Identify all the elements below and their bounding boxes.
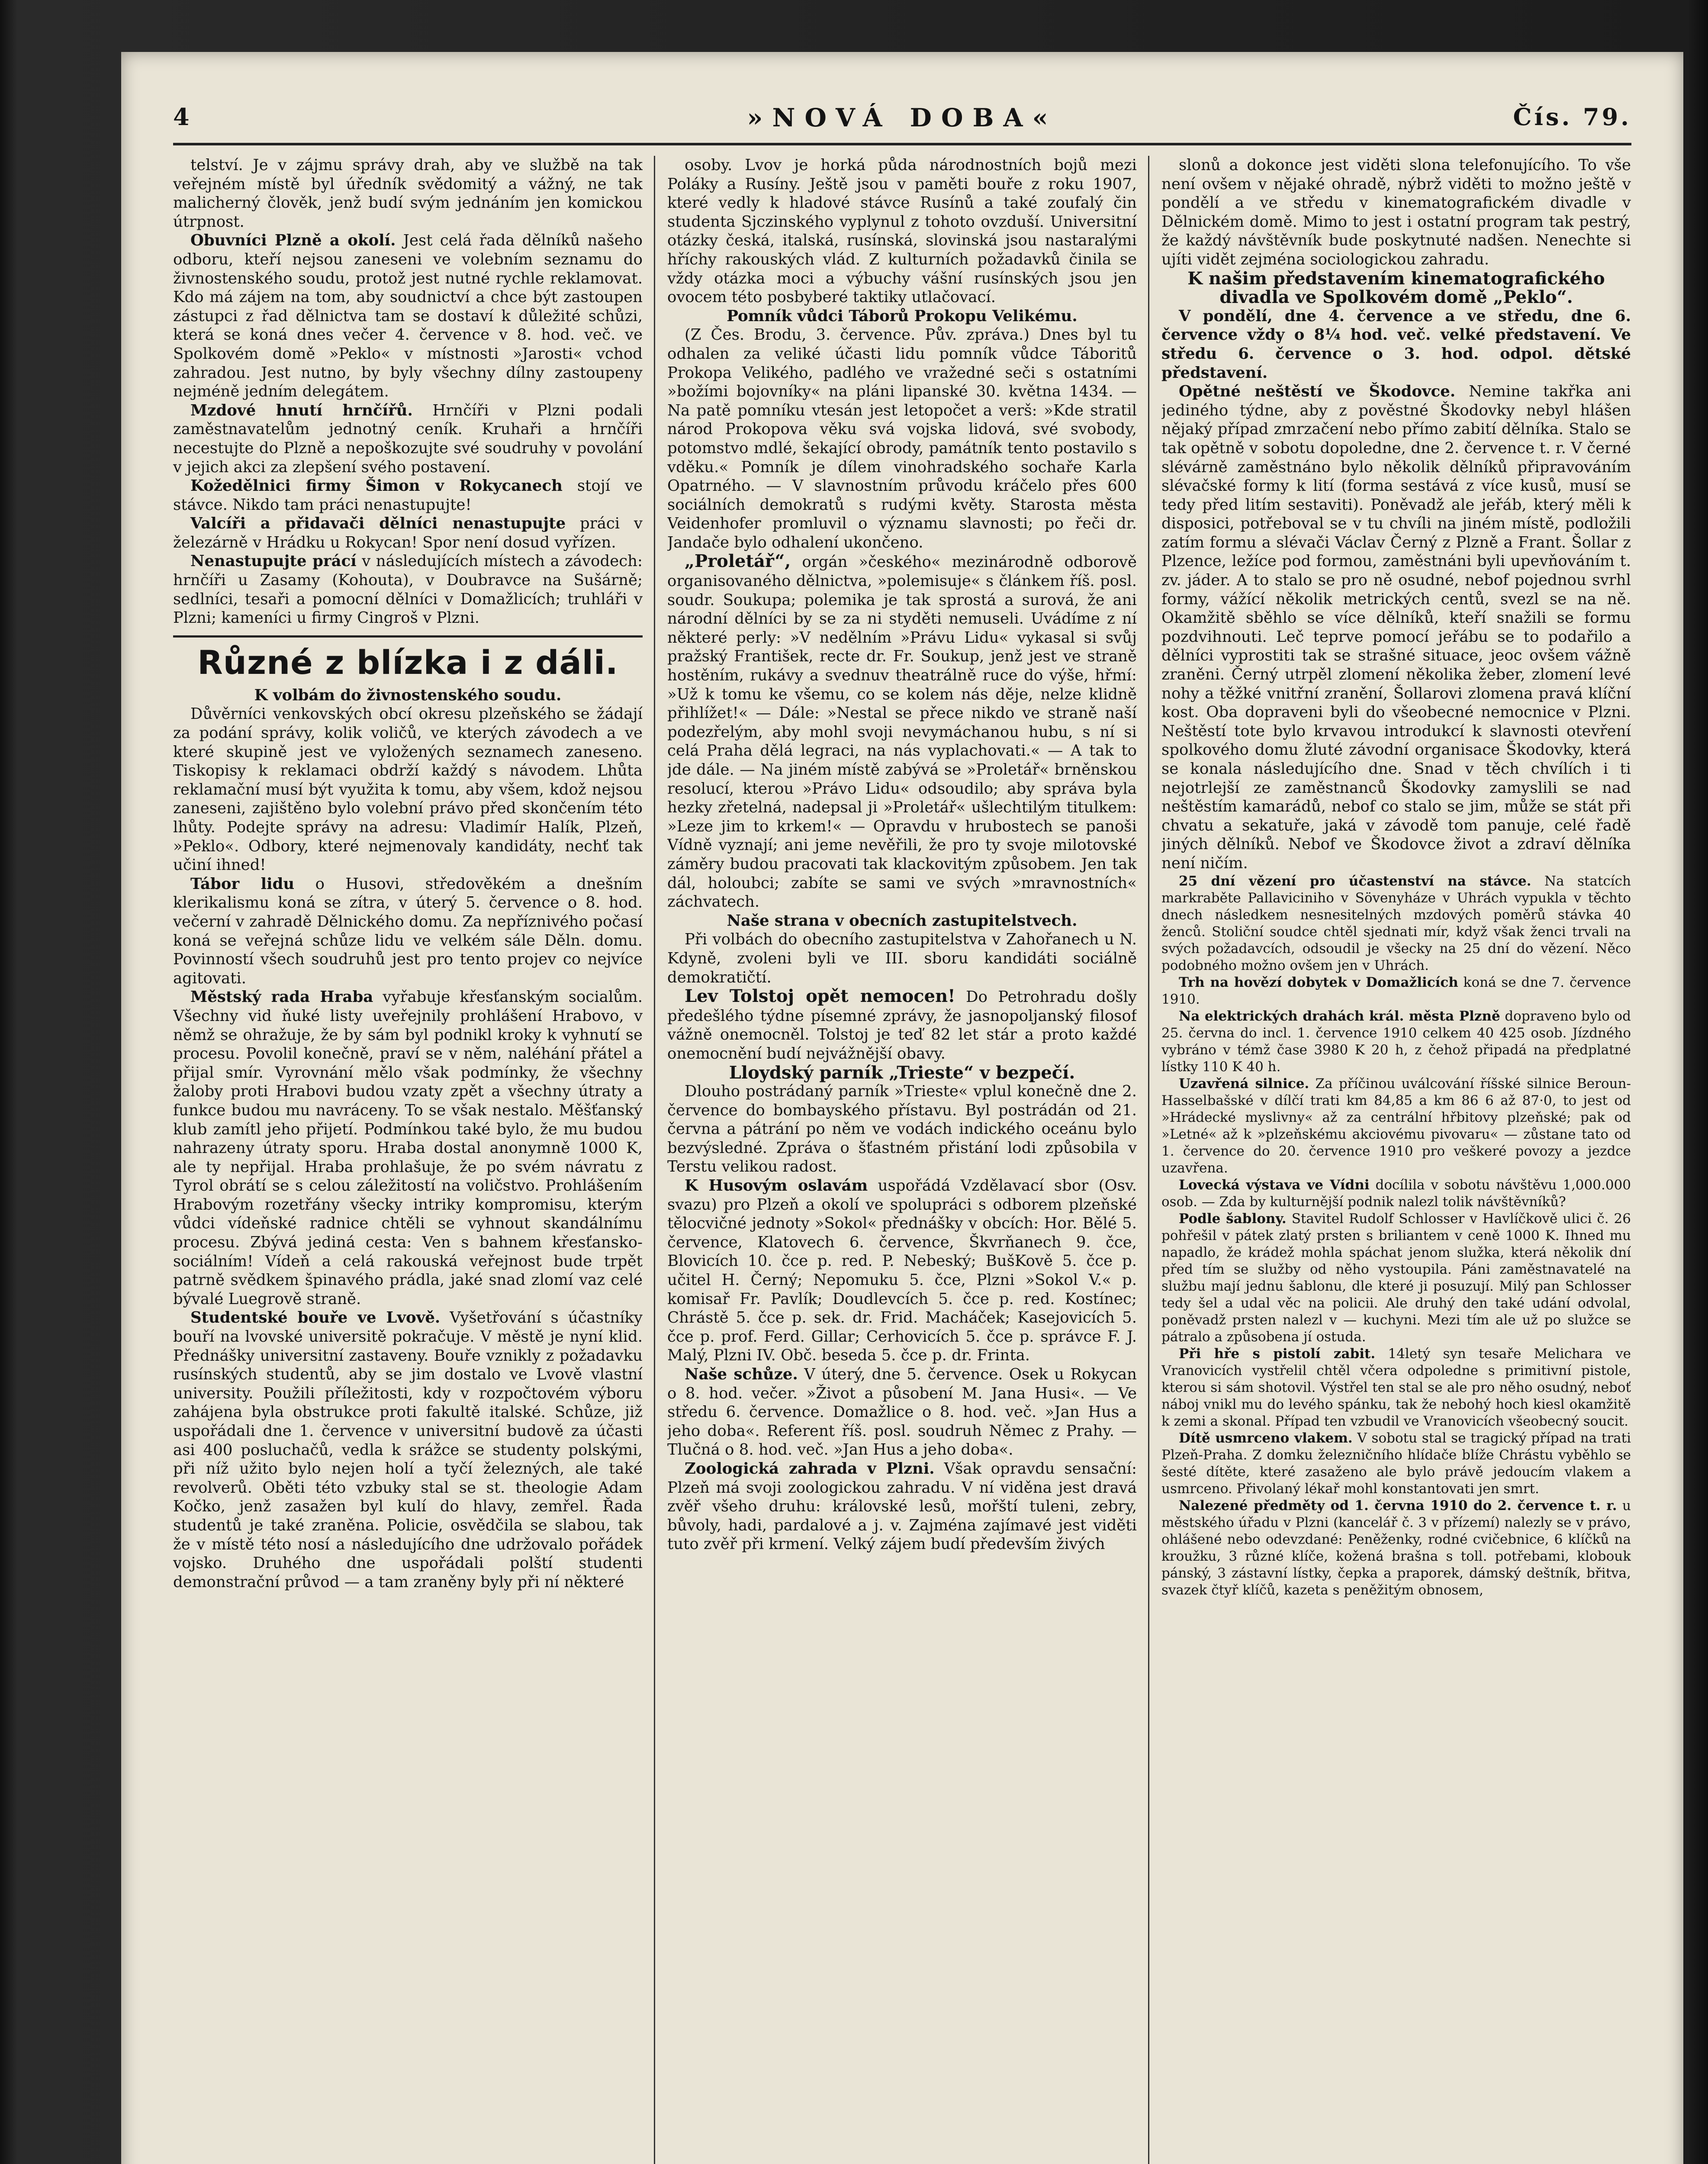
article-text: slonů a dokonce jest viděti slona telefonujícího. To vše není ovšem v nějaké ohradě, nýbrž viděti to možno ještě v pondělí a ve středu v kinematografickém divadle v Dělnickém domě. Mimo to jest i ostatní program tak pestrý, že každý návštěvník bude poskytnuté nadšen. Nenechte si ujíti vidět zejména sociologickou zahradu. xyxy=(1161,156,1631,268)
article-text: 14letý syn tesaře Melichara ve Vranovicích vystřelil chtěl včera odpoledne s primitivní pistole, kterou si sám shotovil. Výstřel ten stal se ale pro něho osudný, neboť náboj vnikl mu do levého spánku, tak že nebohý hoch kiesl okamžitě k zemi a skonal. Případ ten vzbudil ve Vranovicích všeobecný soucit. xyxy=(1161,1346,1631,1429)
article-text: V pondělí, dne 4. července a ve středu, dne 6. července vždy o 8¼ hod. več. velké představení. Ve středu 6. července o 3. hod. odpol. dětské představení. xyxy=(1161,307,1631,382)
article xyxy=(173,875,643,988)
article-heading: Zoologická zahrada v Plzni. xyxy=(685,1459,935,1478)
article xyxy=(1161,873,1631,974)
article xyxy=(667,987,1137,1063)
article-text: o Husovi, středověkém a dnešním klerikalismu koná se zítra, v úterý 5. července o 8. hod. večerní v zahradě Dělnického domu. Za nepříznivého počasí koná se veřejná schůze lidu ve velkém sále Děln. domu. Povinností všech soudruhů jest pro tento projev co nejvíce agitovati. xyxy=(173,875,643,987)
article-heading: Naše schůze. xyxy=(685,1365,798,1383)
article xyxy=(1161,1430,1631,1497)
article-text: Při volbách do obecního zastupitelstva v Zahořanech u N. Kdyně, zvoleni byli ve III. sboru kandidáti sociálně demokratičtí. xyxy=(667,931,1137,986)
article-text: koná se dne 7. července 1910. xyxy=(1161,974,1631,1007)
article-heading: 25 dní vězení pro účastenství na stávce. xyxy=(1179,873,1531,889)
article-text: práci v železárně v Hrádku u Rokycan! Spor není dosud vyřízen. xyxy=(173,515,643,551)
article-text: uspořádá Vzdělavací sbor (Osv. svazu) pro Plzeň a okolí ve spolupráci s odborem plzeňské tělocvičné jednoty »Sokol« přednášky v obcích: Hor. Bělé 5. července, Klatovech 6. července, Škvrňanech 9. čce, Blovicích 10. čce p. red. P. Nebeský; BušKově 5. čce p. učitel H. Černý; Nepomuku 5. čce, Plzni »Sokol V.« p. komisař Fr. Pavlík; Doudlevcích 5. čce p. red. Kostínec; Chrástě 5. čce p. sek. dr. Frid. Macháček; Kasejovicích 5. čce p. prof. Ferd. Gillar; Cerhovicích 5. čce p. správce F. J. Malý, Plzni IV. Obč. beseda 5. čce p. dr. Frinta. xyxy=(667,1177,1137,1365)
article xyxy=(1161,1211,1631,1346)
article-text: Nemine takřka ani jediného týdne, aby z pověstné Škodovky nebyl hlášen nějaký případ zmrzačení nebo přímo zabití dělníka. Stalo se tak opětně v sobotu dopoledne, dne 2. července t. r. V černé slévárně zaměstnáno bylo několik dělníků připravováním slévačské formy k lití (forma sestává z více kusů, musí se tedy před litím sestaviti). Poněvadž ale jeřáb, který měli k disposici, potřeboval se v tu chvíli na jiném místě, podložili zatím formu a slévači Václav Černý z Plzně a Frant. Šollar z Plzence, ležíce pod formou, zaměstnáni byli upevňováním t. zv. jáder. A to stalo se pro ně osudné, nebof pojednou svrhl formy, vážící několik metrických centů, svezl se na ně. Okamžitě sběhlo se více dělníků, kteří snažili se formu pozdvihnouti. Leč teprve pomocí jeřábu se to podařilo a dělníci vyprostiti tak se strašné situace, jeoc ovšem vážně zraněni. Černý utrpěl zlomení několika žeber, zlomení levé nohy a těžké vnitřní zranění, Šollarovi zlomena pravá klíční kost. Oba dopraveni byli do všeobecné nemocnice v Plzni. Neštěstí tote bylo krvavou introdukcí k slavnosti otevření spolkového domu žluté závodní organisace Škodovky, která se konala následujícího dne. Snad v těch chvílích i ti nejotrlejší ze zaměstnanců Škodovky zamyslili se nad neštěstím kamarádů, nebof co stalo se jim, může se stát při chvatu a sekatuře, jaká v závodě tom panuje, celé řadě jiných dělníků. Nebof ve Škodovce život a zdraví dělníka není ničím. xyxy=(1161,383,1631,872)
article xyxy=(1161,1076,1631,1177)
article-heading: Mzdové hnutí hrnčířů. xyxy=(190,401,413,419)
article-heading: Uzavřená silnice. xyxy=(1179,1076,1309,1092)
article-heading: Kožedělnici firmy Šimon v Rokycanech xyxy=(190,477,563,495)
article-heading: K Husovým oslavám xyxy=(685,1177,868,1195)
article xyxy=(173,988,643,1308)
page-number: 4 xyxy=(173,103,192,131)
article-text: Jest celá řada dělníků našeho odboru, kteří nejsou zaneseni ve volebním seznamu do živnostenského soudu, protož jest nutné rychle reklamovat. Kdo má zájem na tom, aby soudnictví a chce být zastoupen zástupci z řad dělnictva tam se dostaví k důležité schůzi, která se koná dnes večer 4. července v 8. hod. več. ve Spolkovém domě »Peklo« v místnosti »Jarosti« vchod zahradou. Jest nutno, by byly všechny dílny zastoupeny nejméně jedním delegátem. xyxy=(173,232,643,401)
article-text: docílila v sobotu návštěvu 1,000.000 osob. — Zda by kulturnější podnik nalezl tolik návštěvníků? xyxy=(1161,1177,1631,1210)
article xyxy=(173,231,643,401)
article xyxy=(667,1176,1137,1365)
article-text: v následujících místech a závodech: hrnčíři u Zasamy (Kohouta), v Doubravce na Sušárně; sedlníci, tesaři a pomocní dělníci v Domažlicích; truhláři v Plzni; kameníci u firmy Cingroš v Plzni. xyxy=(173,552,643,627)
column-divider xyxy=(1148,156,1149,2164)
article-text: (Z Čes. Brodu, 3. července. Pův. zpráva.) Dnes byl tu odhalen za veliké účasti lidu pomník vůdce Táboritů Prokopa Velikého, padlého ve vražedné seči s ostatními »božími bojovníky« na pláni lipanské 30. května 1434. — Na patě pomníku vtesán jest letopočet a verš: »Kde stratil národ Prokopova věku svá vojska lidová, své svobody, potomstvo mdlé, šekající obrody, památník tento postavilo s vděku.« Pomník je dílem vinohradského sochaře Karla Opatrného. — V slavnostním průvodu kráčelo přes 600 sociálních demokratů s rudými květy. Starosta města Veidenhofer promluvil o významu slavnosti; po řeči dr. Jandače bylo odhalení ukončeno. xyxy=(667,326,1137,551)
article-text: Hrnčíři v Plzni podali zaměstnavatelům jednotný ceník. Kruhaři a hrnčíři necestujte do Plzně a nepoškozujte své soudruhy v povolání v jejich akci za zlepšení svého postavení. xyxy=(173,401,643,476)
article-text: Dlouho postrádaný parník »Trieste« vplul konečně dne 2. července do bombayského přístavu. Byl postrádán od 21. června a pátrání po něm ve vodách indického oceánu bylo bezvýsledné. Zpráva o šťastném přistání lodi způsobila v Terstu velikou radost. xyxy=(667,1082,1137,1176)
column-3 xyxy=(1161,156,1631,2164)
article-heading: Opětné neštěstí ve Škodovce. xyxy=(1179,383,1456,401)
article-text: Však opravdu sensační: Plzeň má svoji zoologickou zahradu. V ní viděna jest dravá zvěř všeho druhu: královské lesů, mořští tuleni, zebry, bůvoly, hadi, pardalové a j. v. Zajména zajímavé jest viděti tuto zvěř při krmení. Velký zájem budí především živých xyxy=(667,1459,1137,1553)
article xyxy=(1161,1177,1631,1211)
article xyxy=(1161,974,1631,1008)
article-text: osoby. Lvov je horká půda národnostních bojů mezi Poláky a Rusíny. Ještě jsou v paměti bouře z roku 1907, které vedly k hladové stávce Rusínů a také zoufalý čin studenta Sjczinského vyplynul z tohoto ovzduší. Universitní otázky česká, italská, rusínská, slovinská jsou nastaralými hříchy rakouských vlád. Z kulturních požadavků činila se vždy otázka moci a výbuchy vášní rusínských jsou jen ovocem této posbyberé taktiky utlačovací. xyxy=(667,156,1137,306)
article xyxy=(173,401,643,477)
article-heading: Městský rada Hraba xyxy=(190,988,373,1006)
article-text: Do Petrohradu došly předešlého týdne písemné zprávy, že jasnopoljanský filosof vážně onemocněl. Tolstoj je teď 82 let stár a proto každé onemocnění budí nejvážnější obavy. xyxy=(667,988,1137,1063)
article xyxy=(173,1308,643,1591)
article-heading: Tábor lidu xyxy=(190,875,295,893)
article-heading: Pomník vůdci Táborů Prokopu Velikému. xyxy=(727,307,1078,325)
article-heading: K volbám do živnostenského soudu. xyxy=(254,686,562,704)
issue-number: Čís. 79. xyxy=(1513,103,1631,131)
column-divider xyxy=(654,156,655,2164)
article-text: V sobotu stal se tragický případ na trati Plzeň-Praha. Z domku železničního hlídače blíže Chrástu vyběhlo se šesté dítěte, které zasaženo ale bylo právě jedoucím vlakem a usmrceno. Přivolaný lékař mohl konstantovati jen smrt. xyxy=(1161,1430,1631,1497)
article-heading: Lloydský parník „Trieste“ v bezpečí. xyxy=(729,1062,1075,1083)
article xyxy=(173,552,643,627)
column-1 xyxy=(173,156,643,2164)
article-heading: K našim představením kinematografického divadla ve Spolkovém domě „Peklo“. xyxy=(1187,268,1605,308)
article-heading: Nenastupujte prácí xyxy=(190,552,357,570)
article xyxy=(173,514,643,552)
section-title: Různé z blízka i z dáli. xyxy=(197,643,618,682)
article-text: stojí ve stávce. Nikdo tam práci nenastupujte! xyxy=(173,477,643,514)
article-text: Důvěrníci venkovských obcí okresu plzeňského se žádají za podání správy, kolik voličů, ve kterých závodech a ve které skupině jest ve vyložených seznamech zaneseno. Tiskopisy k reklamaci obdrží každý s návodem. Lhůta reklamační musí být využita k tomu, aby všem, kdož nejsou zaneseni, zajištěno bylo volební právo před skončením této lhůty. Podejte správy na adresu: Vladimír Halík, Plzeň, »Peklo«. Odbory, které nejmenovaly kandidáty, nechť tak učiní ihned! xyxy=(173,705,643,874)
article xyxy=(1161,382,1631,873)
article xyxy=(1161,1008,1631,1076)
article-text: dopraveno bylo od 25. června do incl. 1. července 1910 celkem 40 425 osob. Jízdného vybráno v témž čase 3980 K 20 h, z čehož připadá na předplatné lístky 110 K 40 h. xyxy=(1161,1008,1631,1075)
column-2 xyxy=(667,156,1137,2164)
article-text: Za příčinou uválcování říšské silnice Beroun-Hasselbašské v dílčí trati km 84,85 a km 86 6 až 87·0, to jest od »Hrádecké myslivny« až za centrální hřbitovy plzeňské; pak od »Letné« až k »plzeňskému akciovému pivovaru« — zůstane tato od 1. července do 20. července 1910 pro veškeré povozy a jezdce uzavřena. xyxy=(1161,1076,1631,1176)
article-heading: Trh na hovězí dobytek v Domažlicích xyxy=(1179,974,1458,990)
article xyxy=(667,552,1137,911)
article xyxy=(667,1459,1137,1554)
article-text: Na statcích markraběte Pallaviciniho v Sövenyháze v Uhrách vypukla v těchto dnech následkem nesnesitelných mzdových poměrů stávka 40 ženců. Stoliční soudce chtěl sjednati mír, když však ženci trvali na svých požadavcích, odsoudil je všecky na 25 dní do vězení. Něco podobného možno ovšem jen v Uhrách. xyxy=(1161,873,1631,973)
article-heading: Lovecká výstava ve Vídni xyxy=(1179,1177,1370,1193)
article-text: Vyšetřování s účastníky bouří na lvovské universitě pokračuje. V městě je nyní klid. Přednášky universitní zastaveny. Bouře vznikly z požadavku rusínských studentů, aby se jim dostalo ve Lvově vlastní university. Použili příležitosti, kdy v rozpočtovém výboru zahájena byla obstrukce proti fakultě italské. Schůze, již uspořádali dne 1. července v universitní budově za účasti asi 400 posluchačů, vedla k srážce se studenty polskými, při níž užito bylo nejen holí a tyčí železných, ale také revolverů. Oběti této vzbuky stal se st. theologie Adam Kočko, jenž zasažen byl kulí do hlavy, zemřel. Řada studentů je také zraněna. Policie, osvědčila se slabou, tak že v místě této nosí a následujícího dne udržovalo pořádek vojsko. Druhého dne uspořádali polští studenti demonstrační průvod — a tam zraněny byly při ní některé xyxy=(173,1309,643,1591)
article xyxy=(1161,1346,1631,1430)
article-text: vyřabuje křesťanským socialům. Všechny vid ňuké listy uveřejnily prohlášení Hrabovo, v němž se ohražuje, že by sám byl podnikl kroky k vyhnutí se procesu. Povolil konečně, praví se v něm, naléhání přátel a přijal smír. Vyrovnání mělo však podmínky, že všechny žaloby proti Hrabovi budou vzaty zpět a všechny útraty a funkce budou mu navráceny. To se však nestalo. Měšťanský klub zamítl jeho přijetí. Podmínkou také bylo, že mu budou nahrazeny útraty sporu. Hraba dostal anonymně 1000 K, ale ty nepřijal. Hraba prohlašuje, že po svém návratu z Tyrol obrátí se s celou záležitostí na voličstvo. Prohlášením Hrabovým rozetřány všecky intriky kompromisu, kterým vůdci vídeňské radnice chtěli se vyhnout skandálnímu procesu. Zbývá jediná cesta: Ven s bahnem křesťansko-sociálním! Vídeň a celá rakouská veřejnost bude trpět patrně svědkem špinavého prádla, jaké snad zlomí vaz celé bývalé Luegrově straně. xyxy=(173,988,643,1308)
article-heading: Valcíři a přidavači dělníci nenastupujte xyxy=(190,515,566,533)
article-heading: Na elektrických drahách král. města Plzně xyxy=(1179,1008,1500,1024)
article-heading: Při hře s pistolí zabit. xyxy=(1179,1346,1376,1362)
article-heading: Obuvníci Plzně a okolí. xyxy=(190,232,396,250)
article-heading: Dítě usmrceno vlakem. xyxy=(1179,1430,1353,1446)
article-text: V úterý, dne 5. července. Osek u Rokycan o 8. hod. večer. »Život a působení M. Jana Husi«. — Ve středu 6. července. Domažlice o 8. hod. več. »Jan Hus a jeho doba«. Referent říš. posl. soudruh Němec z Prahy. — Tlučná o 8. hod. več. »Jan Hus a jeho doba«. xyxy=(667,1365,1137,1459)
article-heading: „Proletář“, xyxy=(685,551,791,572)
article-heading: Lev Tolstoj opět nemocen! xyxy=(685,986,955,1007)
article-heading: Podle šablony. xyxy=(1179,1211,1287,1227)
article-text: telství. Je v zájmu správy drah, aby ve službě na tak veřejném místě byl úředník svědomitý a vážný, ne tak malicherný člověk, jenž budí svým jednáním jen komickou útrpnost. xyxy=(173,156,643,231)
article-heading: Nalezené předměty od 1. června 1910 do 2. července t. r. xyxy=(1179,1497,1617,1514)
article-text: u městského úřadu v Plzni (kancelář č. 3 v přízemí) nalezly se v právo, ohlášené nebo odevzdané: Peněženky, rodné cvičebnice, 6 klíčků na kroužku, 3 různé klíče, kožená brašna s toll. potřebami, klobouk pánský, 3 zástavní lístky, čepka a praporek, dámský deštník, břitva, svazek čtyř klíčů, kazeta s peněžitým obnosem, xyxy=(1161,1497,1631,1598)
article xyxy=(667,1365,1137,1459)
article xyxy=(1161,1497,1631,1599)
masthead xyxy=(173,95,1631,145)
article-text: Stavitel Rudolf Schlosser v Havlíčkově ulici č. 26 pohřešil v pátek zlatý prsten s briliantem v ceně 1000 K. Ihned mu napadlo, že krádež mohla spáchat jenom služka, která několik dní před tím se služby od něho vystoupila. Páni zaměstnavatelé na službu mají jednu šablonu, dle které ji posuzují. Milý pan Schlosser tedy šel a udal věc na policii. Ale druhý den také udání odvolal, poněvadž prsten nalezl v — kuchyni. Mezi tím ale už po služce se pátralo a způsobena jí ostuda. xyxy=(1161,1211,1631,1345)
newspaper-title: »NOVÁ DOBA« xyxy=(747,103,1058,132)
article-heading: Naše strana v obecních zastupitelstvech. xyxy=(727,911,1078,930)
article xyxy=(173,477,643,514)
article-text: orgán »českého« mezinárodně odborově organisovaného dělnictva, »polemisuje« s článkem říš. posl. soudr. Soukupa; polemika je tak sprostá a surová, že ani národní dělníci by se za ni styděti nemuseli. Uvádíme z ní některé perly: »V nedělním »Právu Lidu« vykasal si svůj pražský František, recte dr. Fr. Soukup, jenž jest ve straně hostěním, rukávy a svednuv theatrálně ruce do výše, hřmí: »Už k tomu ke všemu, co se kolem nás děje, nelze klidně přihlížet!« — Dále: »Nestal se přece nikdo ve straně naší podezřelým, aby mohl svoji nevymáchanou hubu, s ní si celá Praha dělá legraci, na nás vyplachovati.« — A tak to jde dále. — Na jiném místě zabývá se »Proletář« brněnskou resolucí, kterou »Právo Lidu« odsoudilo; aby správa byla hezky zřetelná, nadepsal ji »Proletář« ušlechtilým titulkem: »Leze jim to krkem!« — Opravdu v hrubostech se panoši Vídně vyznají; ani jeme nevěřili, že pro ty svoje milotovské záměry budou pracovati tak klackovitým způsobem. Jen tak dál, holoubci; zabíte se sami ve svých »mravnostních« záchvatech. xyxy=(667,553,1137,911)
article-heading: Studentské bouře ve Lvově. xyxy=(190,1309,441,1327)
section-divider xyxy=(173,635,643,638)
newspaper-page xyxy=(121,52,1683,2164)
